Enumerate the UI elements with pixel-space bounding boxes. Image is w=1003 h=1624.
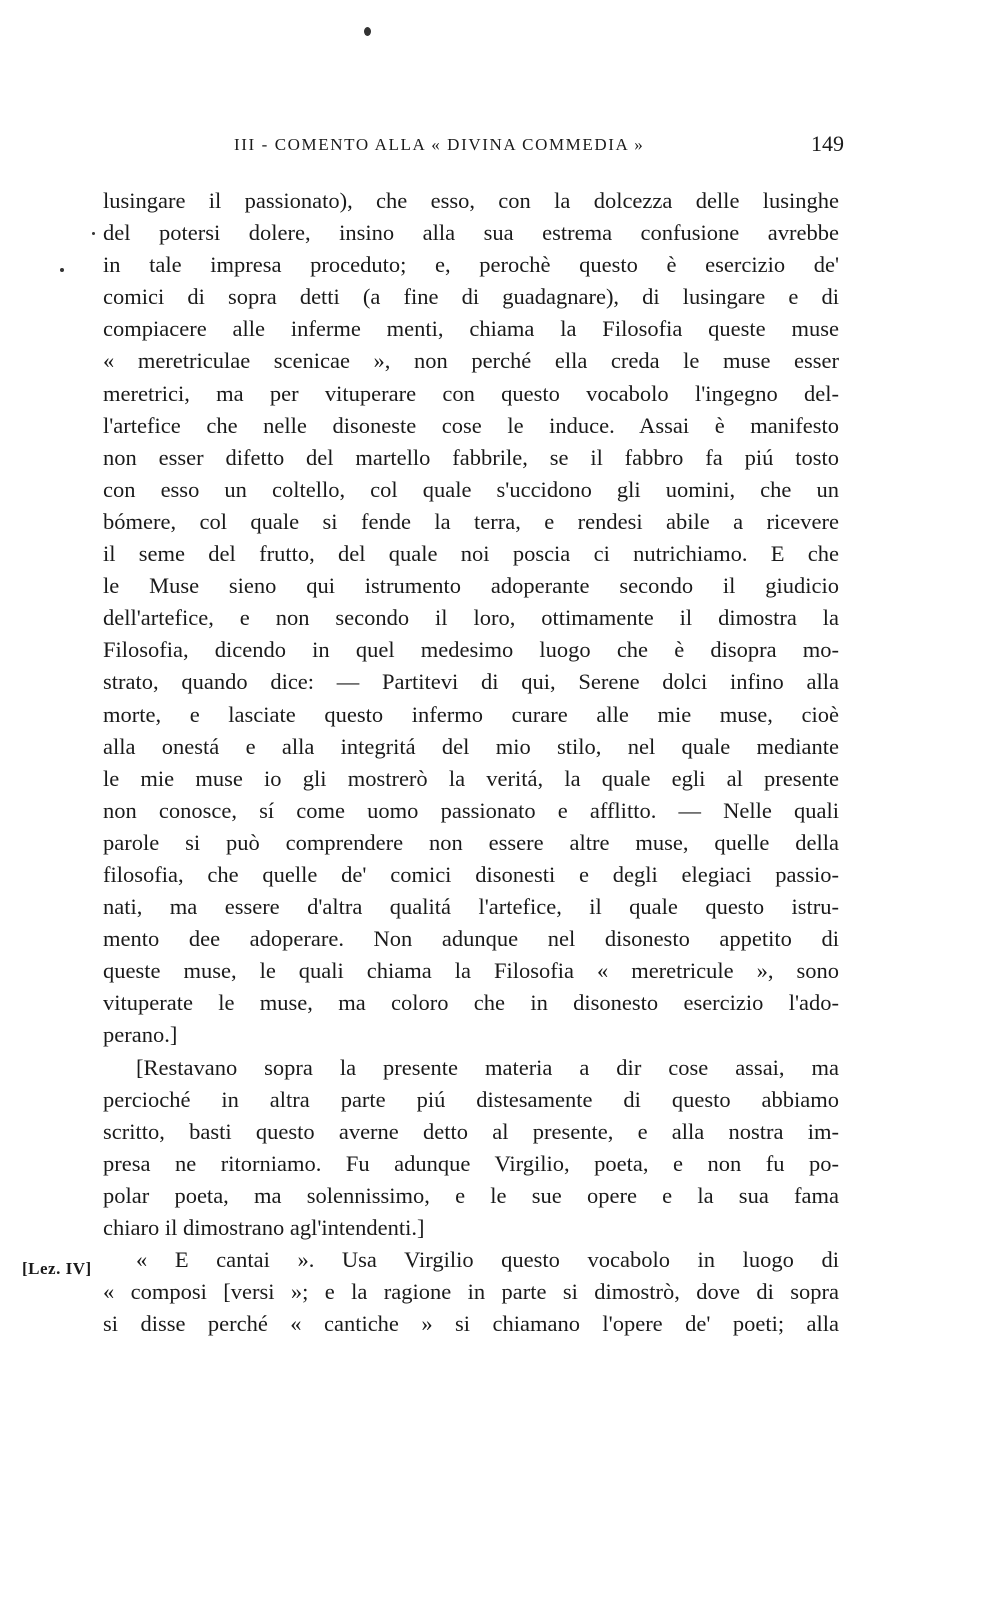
text-line: le mie muse io gli mostrerò la veritá, la quale egli al presente [103, 765, 839, 791]
text-line: [Restavano sopra la presente materia a dir cose assai, ma [136, 1054, 839, 1080]
text-line: parole si può comprendere non essere altre muse, quelle della [103, 829, 839, 855]
body-text [103, 185, 839, 1340]
text-line: meretrici, ma per vituperare con questo vocabolo l'ingegno del- [103, 380, 839, 406]
text-line: morte, e lasciate questo infermo curare alle mie muse, cioè [103, 701, 839, 727]
text-line: alla onestá e alla integritá del mio stilo, nel quale mediante [103, 733, 839, 759]
running-title: III - COMENTO ALLA « DIVINA COMMEDIA » [234, 135, 645, 154]
text-line: queste muse, le quali chiama la Filosofia « meretricule », sono [103, 958, 839, 984]
text-line: comici di sopra detti (a fine di guadagnare), di lusingare e di [103, 284, 839, 310]
text-line: non conosce, sí come uomo passionato e afflitto. — Nelle quali [103, 797, 839, 823]
lecture-margin-note: [Lez. IV] [22, 1259, 92, 1278]
text-line: non esser difetto del martello fabbrile, se il fabbro fa piú tosto [103, 444, 839, 470]
text-line: l'artefice che nelle disoneste cose le induce. Assai è manifesto [103, 412, 839, 438]
page-header [234, 131, 844, 161]
ink-speck [364, 27, 371, 36]
text-line: perano.] [103, 1022, 178, 1048]
text-line: nati, ma essere d'altra qualitá l'artefice, il quale questo istru- [103, 894, 839, 920]
ink-speck [60, 268, 64, 272]
text-line: compiacere alle inferme menti, chiama la Filosofia queste muse [103, 316, 839, 342]
text-line: presa ne ritorniamo. Fu adunque Virgilio, poeta, e non fu po- [103, 1150, 839, 1176]
text-line: lusingare il passionato), che esso, con la dolcezza delle lusinghe [103, 188, 839, 213]
page-number: 149 [811, 131, 844, 156]
text-line: bómere, col quale si fende la terra, e rendesi abile a ricevere [103, 508, 839, 534]
text-line: con esso un coltello, col quale s'uccidono gli uomini, che un [103, 476, 839, 502]
text-line: si disse perché « cantiche » si chiamano l'opere de' poeti; alla [103, 1311, 839, 1337]
text-line: chiaro il dimostrano agl'intendenti.] [103, 1215, 425, 1240]
text-line: strato, quando dice: — Partitevi di qui, Serene dolci infino alla [103, 669, 839, 695]
text-line: il seme del frutto, del quale noi poscia ci nutrichiamo. E che [103, 541, 839, 567]
text-line: « meretriculae scenicae », non perché ella creda le muse esser [103, 348, 839, 374]
text-line: « composi [versi »; e la ragione in parte si dimostrò, dove di sopra [103, 1279, 839, 1305]
text-line: percioché in altra parte piú distesamente di questo abbiamo [103, 1086, 839, 1112]
text-line: del potersi dolere, insino alla sua estrema confusione avrebbe [103, 220, 839, 246]
text-line: le Muse sieno qui istrumento adoperante secondo il giudicio [103, 573, 839, 599]
text-line: Filosofia, dicendo in quel medesimo luogo che è disopra mo- [103, 637, 839, 663]
ink-speck [92, 232, 95, 235]
text-line: scritto, basti questo averne detto al presente, e alla nostra im- [103, 1118, 839, 1144]
text-line: vituperate le muse, ma coloro che in disonesto esercizio l'ado- [103, 990, 839, 1016]
text-line: mento dee adoperare. Non adunque nel disonesto appetito di [103, 926, 839, 952]
text-line: in tale impresa proceduto; e, perochè questo è esercizio de' [103, 252, 839, 278]
text-line: filosofia, che quelle de' comici disonesti e degli elegiaci passio- [103, 861, 839, 887]
text-line: dell'artefice, e non secondo il loro, ottimamente il dimostra la [103, 605, 839, 631]
text-line: « E cantai ». Usa Virgilio questo vocabolo in luogo di [136, 1247, 839, 1273]
text-line: polar poeta, ma solennissimo, e le sue opere e la sua fama [103, 1182, 839, 1208]
